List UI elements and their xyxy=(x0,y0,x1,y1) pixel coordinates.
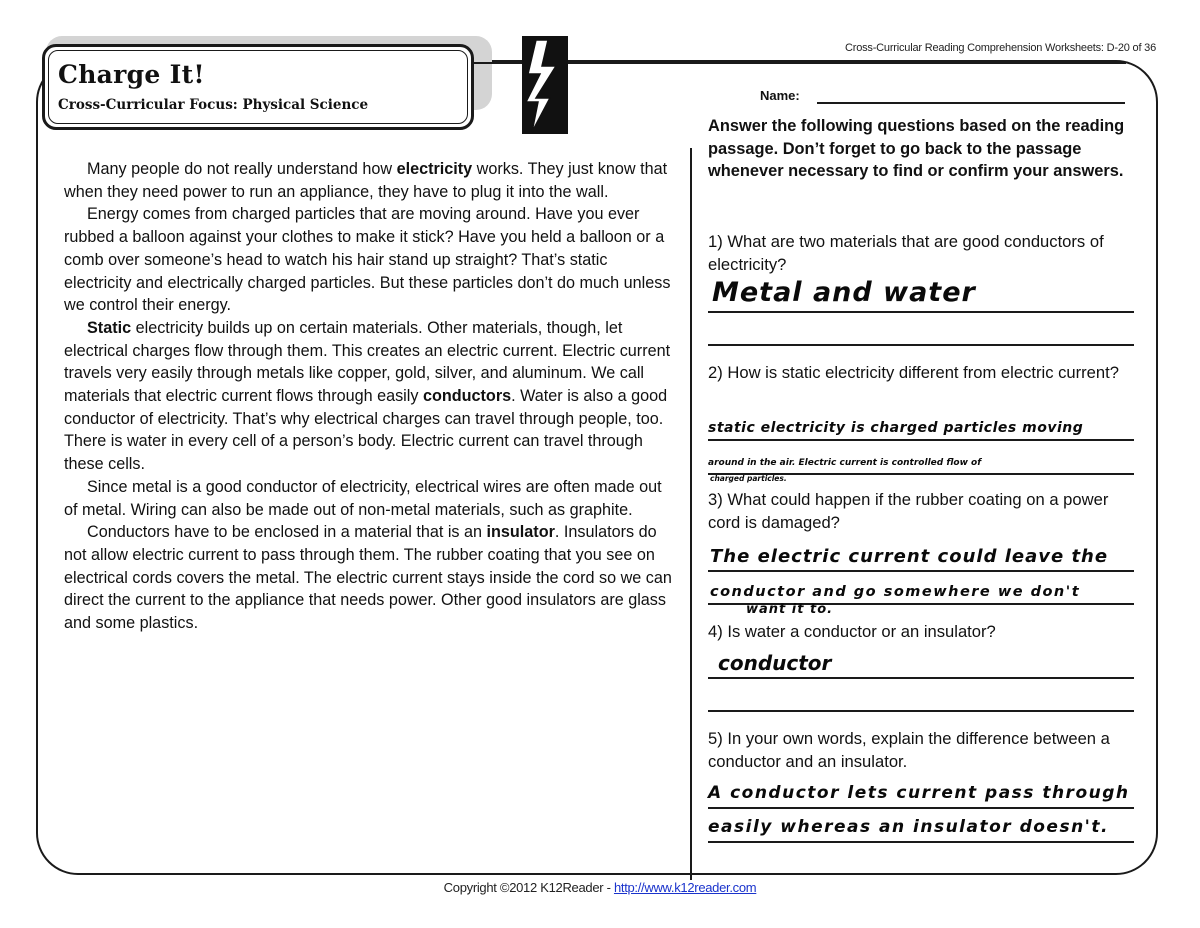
answer-line[interactable] xyxy=(708,841,1134,843)
answer-line[interactable] xyxy=(708,710,1134,712)
reading-passage xyxy=(64,158,676,635)
passage-paragraph: Static electricity builds up on certain materials. Other materials, though, let electrical charges flow through them. This creates an electric current. Electric current travels very easily through metals like copper, gold, silver, and aluminum. We call materials that electric current flows through easily conductors. Water is also a good conductor of electricity. That’s why electrical charges can travel through people, too. There is water in every cell of a person’s body. Electric current can travel through these cells. xyxy=(64,318,671,474)
answer-line[interactable] xyxy=(708,344,1134,346)
question-3: 3) What could happen if the rubber coating on a power cord is damaged? xyxy=(708,490,1109,532)
lightning-bolt-icon xyxy=(522,36,568,134)
answer-4-handwriting: conductor xyxy=(718,651,832,675)
answer-line[interactable] xyxy=(708,311,1134,313)
question-2: 2) How is static electricity different from electric current? xyxy=(708,363,1119,382)
copyright-footer: Copyright ©2012 K12Reader - http://www.k12reader.com xyxy=(443,880,757,895)
answer-2-handwriting: around in the air. Electric current is controlled flow of xyxy=(708,458,982,468)
name-label: Name: xyxy=(760,88,800,103)
answer-3-handwriting: want it to. xyxy=(746,602,834,617)
k12reader-link[interactable]: http://www.k12reader.com xyxy=(613,880,757,895)
answer-5-handwriting: A conductor lets current pass through xyxy=(708,783,1130,803)
column-divider xyxy=(690,148,692,880)
answer-5-handwriting: easily whereas an insulator doesn't. xyxy=(708,817,1109,837)
question-4: 4) Is water a conductor or an insulator? xyxy=(708,622,996,641)
answer-line[interactable] xyxy=(708,807,1134,809)
question-5: 5) In your own words, explain the difference between a conductor and an insulator. xyxy=(708,729,1110,771)
question-1: 1) What are two materials that are good conductors of electricity? xyxy=(708,232,1104,274)
passage-paragraph: Conductors have to be enclosed in a material that is an insulator. Insulators do not allow electric current to pass through them. The rubber coating that you see on electrical cords covers the metal. The electric current stays inside the cord so we can direct the current to the appliance that needs power. Other good insulators are glass and some plastics. xyxy=(64,523,672,633)
answer-3-handwriting: The electric current could leave the xyxy=(710,546,1109,567)
answer-line[interactable] xyxy=(708,439,1134,441)
worksheet-title: Charge It! xyxy=(58,60,205,89)
header-rule xyxy=(474,62,524,64)
answer-3-handwriting: conductor and go somewhere we don't xyxy=(710,584,1081,600)
answer-line[interactable] xyxy=(708,570,1134,572)
passage-paragraph: Since metal is a good conductor of electricity, electrical wires are often made out of metal. Wiring can also be made out of non-metal materials, such as graphite. xyxy=(64,477,662,519)
answer-line[interactable] xyxy=(708,677,1134,679)
series-info: Cross-Curricular Reading Comprehension Worksheets: D-20 of 36 xyxy=(844,42,1156,54)
passage-paragraph: Many people do not really understand how electricity works. They just know that when they need power to run an appliance, they have to plug it into the wall. xyxy=(64,160,668,201)
passage-paragraph: Energy comes from charged particles that are moving around. Have you ever rubbed a balloon against your clothes to make it stick? Have you held a balloon or a comb over someone’s head to watch his hair stand up straight? That’s static electricity and electrically charged particles. But these particles don’t do much unless we control their energy. xyxy=(64,205,671,315)
worksheet-subtitle: Cross-Curricular Focus: Physical Science xyxy=(58,97,369,113)
answer-2-handwriting: static electricity is charged particles moving xyxy=(708,420,1084,436)
answer-1-handwriting: Metal and water xyxy=(712,277,976,308)
header-rule xyxy=(566,62,1126,64)
answer-2-handwriting: charged particles. xyxy=(710,474,787,483)
instructions: Answer the following questions based on the reading passage. Don’t forget to go back to the passage whenever necessary to find or confirm your answers. xyxy=(708,117,1125,180)
name-field-line[interactable] xyxy=(817,102,1125,104)
